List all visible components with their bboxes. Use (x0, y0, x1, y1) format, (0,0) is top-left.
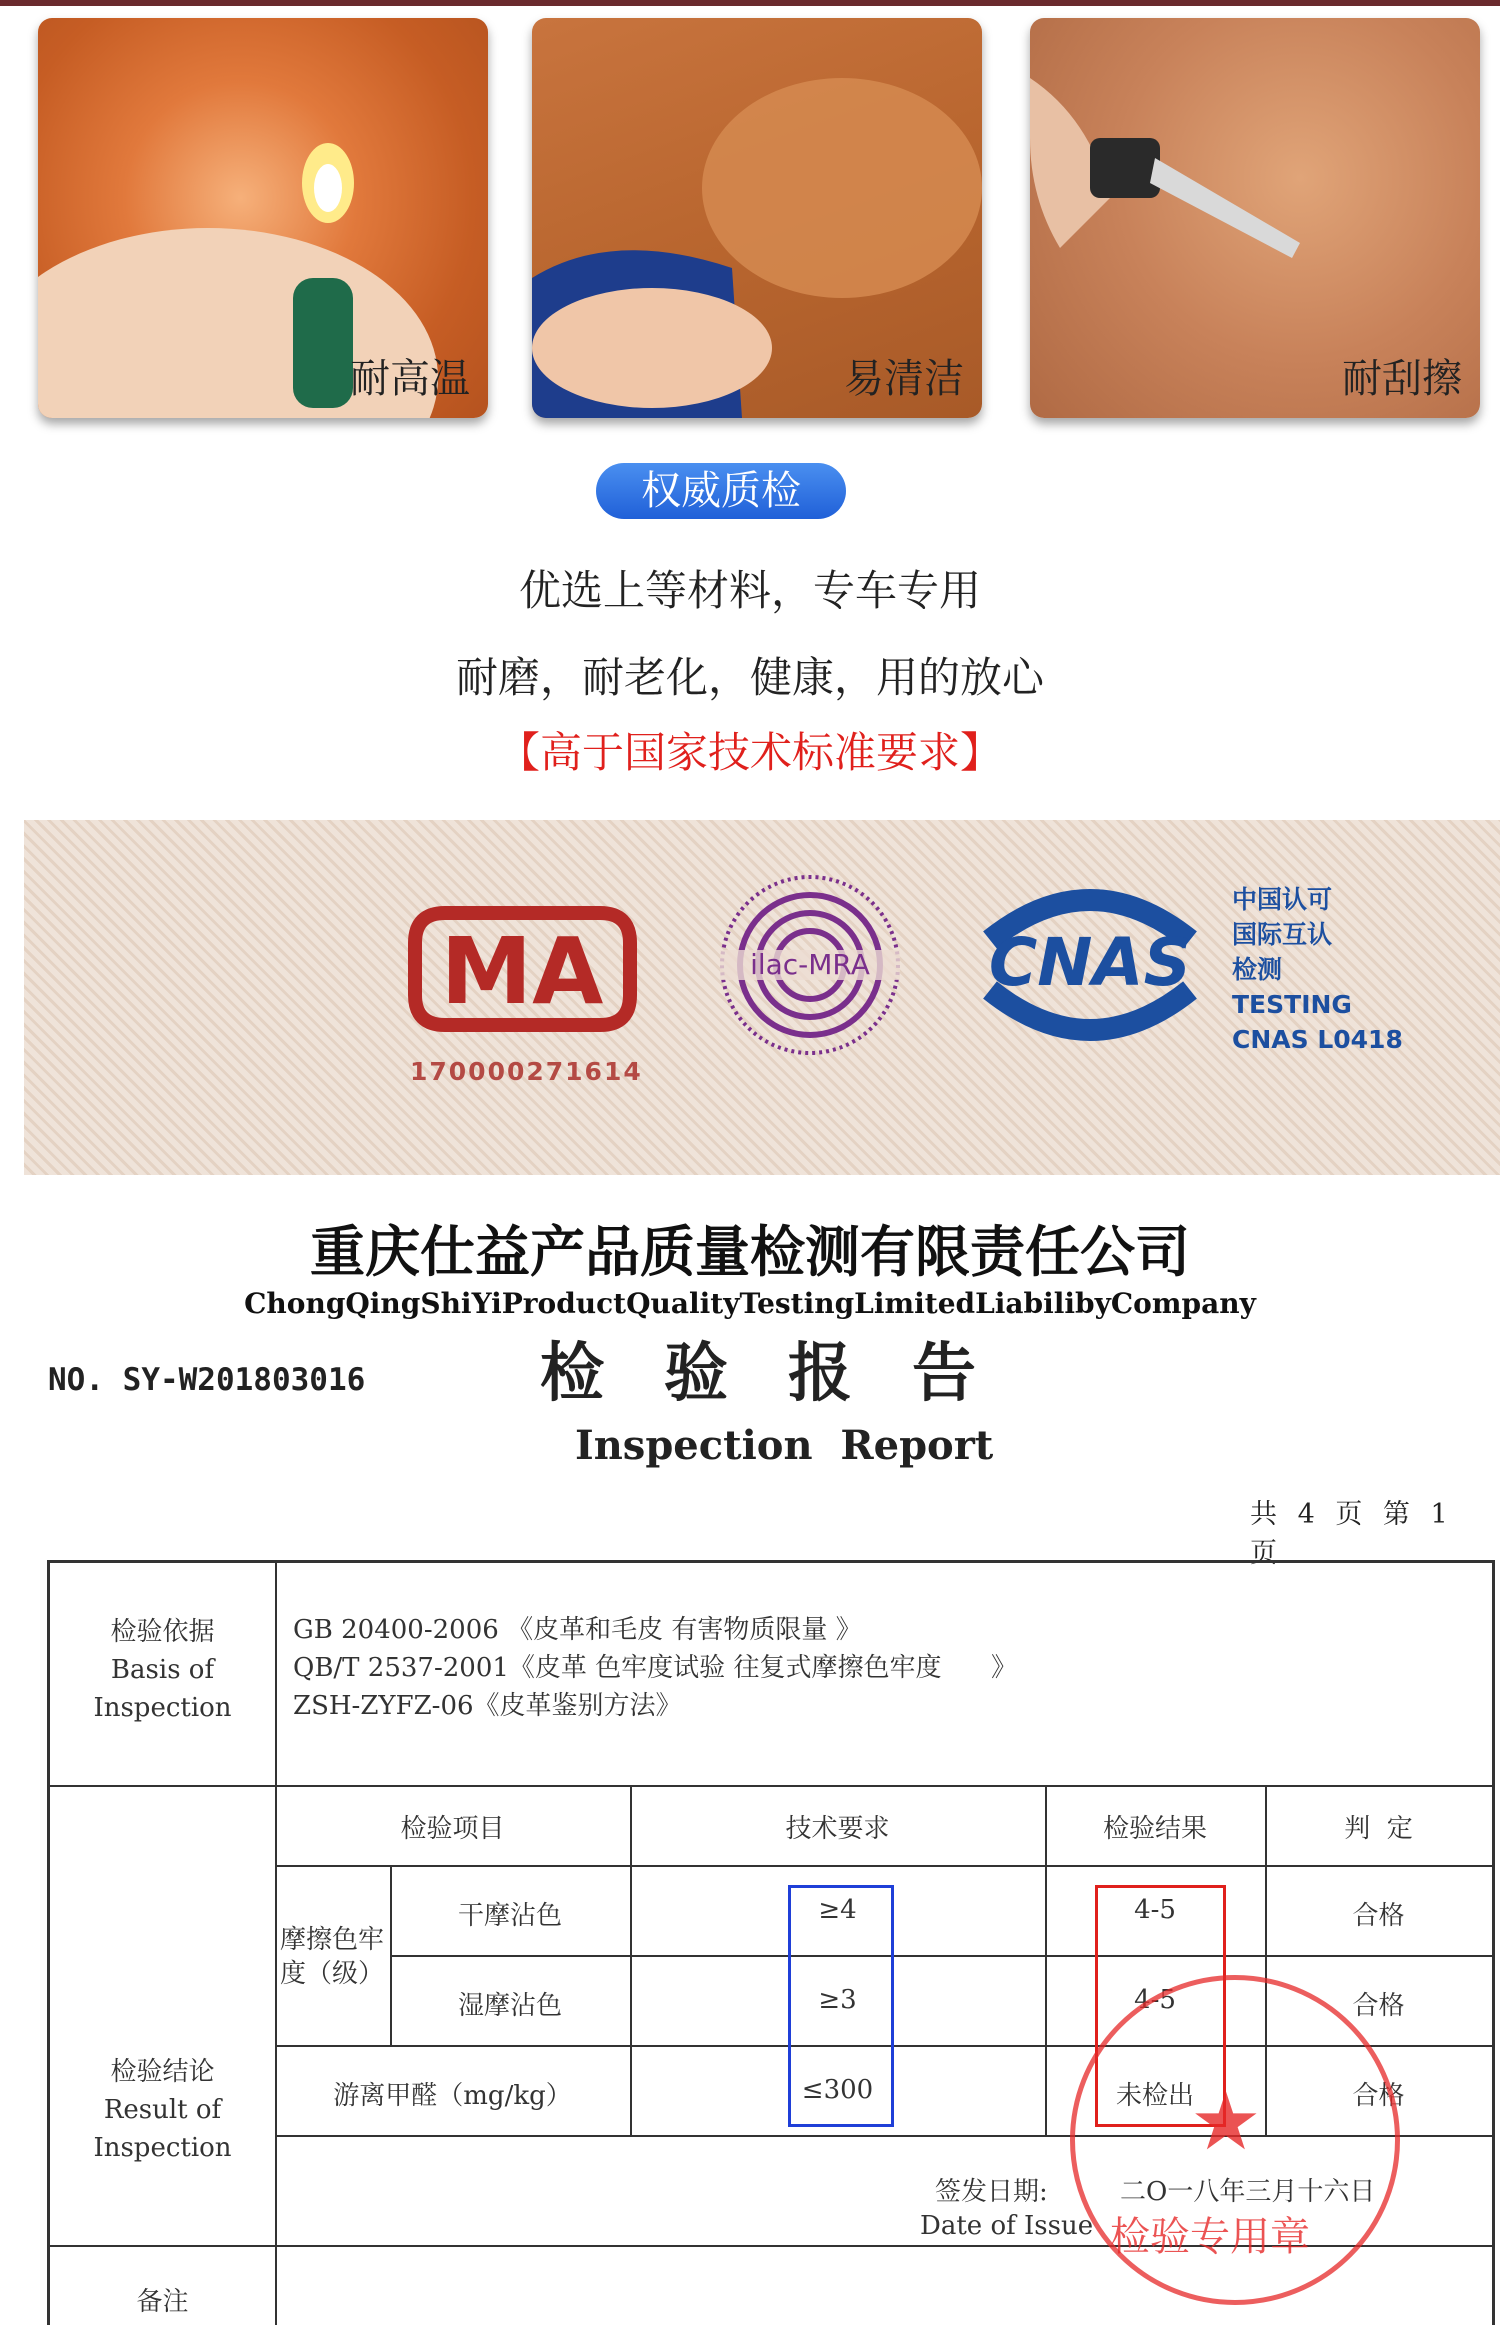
feature-photo-clean (532, 18, 982, 418)
cnas-info (1232, 882, 1472, 1057)
table-cell-result: 4-5 (1134, 1895, 1176, 1925)
page-count: 共 4 页 第 1 页 (1250, 1499, 1454, 1569)
basis-label (50, 1613, 275, 1727)
feature-photo-scratch (1030, 18, 1480, 418)
company-name-cn: 重庆仕益产品质量检测有限责任公司 (309, 1220, 1190, 1284)
cnas-line: 中国认可 (1232, 885, 1333, 914)
quality-line: 优选上等材料，专车专用 (518, 566, 981, 615)
table-cell-item: 游离甲醛（mg/kg） (333, 2081, 572, 2111)
table-cell-requirement: ≤300 (801, 2075, 874, 2105)
table-cell-requirement: ≥4 (818, 1895, 857, 1925)
basis-label-cn: 检验依据 (110, 1617, 215, 1647)
quality-highlight: 【高于国家技术标准要求】 (497, 728, 1002, 777)
group-label-line: 度（级） (280, 1959, 385, 1989)
table-cell-result: 未检出 (1115, 2081, 1194, 2111)
cnas-line: 检测 (1232, 955, 1283, 984)
report-title-en: Inspection Report (575, 1422, 994, 1469)
table-cell-requirement: ≥3 (818, 1985, 857, 2015)
header-result: 检验结果 (1102, 1814, 1207, 1844)
feature-caption: 易清洁 (844, 356, 964, 402)
ilac-text: ilac-MRA (750, 948, 870, 981)
ilac-logo (715, 870, 905, 1060)
report-number: NO. SY-W201803016 (48, 1362, 366, 1398)
quality-badge: 权威质检 (596, 463, 846, 519)
basis-list (293, 1611, 1017, 1725)
group-label-line: 摩擦色牢 (280, 1925, 385, 1955)
result-label-en: Inspection (93, 2133, 232, 2163)
table-cell-judgement: 合格 (1352, 1991, 1405, 2021)
basis-label-en: Basis of (110, 1655, 215, 1685)
basis-item: ZSH-ZYFZ-06《皮革鉴别方法》 (293, 1691, 682, 1721)
cnas-line: CNAS L0418 (1232, 1025, 1403, 1054)
table-divider (275, 1563, 277, 2325)
cma-text: MA (440, 918, 604, 1025)
cma-logo (400, 895, 640, 1045)
result-label-cn: 检验结论 (110, 2057, 215, 2087)
header-requirement: 技术要求 (785, 1814, 890, 1844)
cma-number: 170000271614 (410, 1057, 643, 1086)
table-divider (275, 1865, 1492, 1867)
report-title: 检验报告 (540, 1337, 1036, 1411)
table-cell-judgement: 合格 (1352, 1901, 1405, 1931)
quality-line: 耐磨，耐老化，健康，用的放心 (455, 653, 1044, 702)
cnas-text: CNAS (988, 924, 1192, 1001)
group-label (280, 1923, 390, 1991)
remarks-label: 备注 (136, 2287, 189, 2317)
cnas-logo (970, 880, 1210, 1050)
requirement-highlight-box (788, 1885, 894, 2127)
cnas-line: TESTING (1232, 990, 1352, 1019)
cnas-line: 国际互认 (1232, 920, 1333, 949)
issue-label-cn: 签发日期: (935, 2177, 1048, 2207)
table-cell-item: 湿摩沾色 (457, 1991, 562, 2021)
table-cell-judgement: 合格 (1352, 2081, 1405, 2111)
company-name-en: ChongQingShiYiProductQualityTestingLimitedLiabilibyCompany (244, 1287, 1256, 1320)
stamp-text: 检验专用章 (1110, 2214, 1310, 2260)
table-divider (390, 1955, 1492, 1957)
header-judgement: 判 定 (1344, 1814, 1413, 1844)
table-cell-result: 4-5 (1134, 1985, 1176, 2015)
table-cell-item: 干摩沾色 (457, 1901, 562, 1931)
stamp-star-icon: ★ (1190, 2075, 1262, 2168)
basis-item: GB 20400-2006 《皮革和毛皮 有害物质限量 》 (293, 1615, 862, 1645)
result-label-en: Result of (103, 2095, 222, 2125)
feature-caption: 耐高温 (350, 356, 470, 402)
feature-photo-heat (38, 18, 488, 418)
feature-caption: 耐刮擦 (1342, 356, 1462, 402)
basis-item: QB/T 2537-2001《皮革 色牢度试验 往复式摩擦色牢度 》 (293, 1653, 1018, 1683)
basis-label-en: Inspection (93, 1693, 232, 1723)
top-strip (0, 0, 1500, 6)
result-label (50, 2053, 275, 2167)
header-item: 检验项目 (400, 1814, 505, 1844)
issue-label-en: Date of Issue (920, 2211, 1094, 2241)
table-divider (50, 1785, 1492, 1787)
issue-date: 二O一八年三月十六日 (1120, 2177, 1376, 2207)
